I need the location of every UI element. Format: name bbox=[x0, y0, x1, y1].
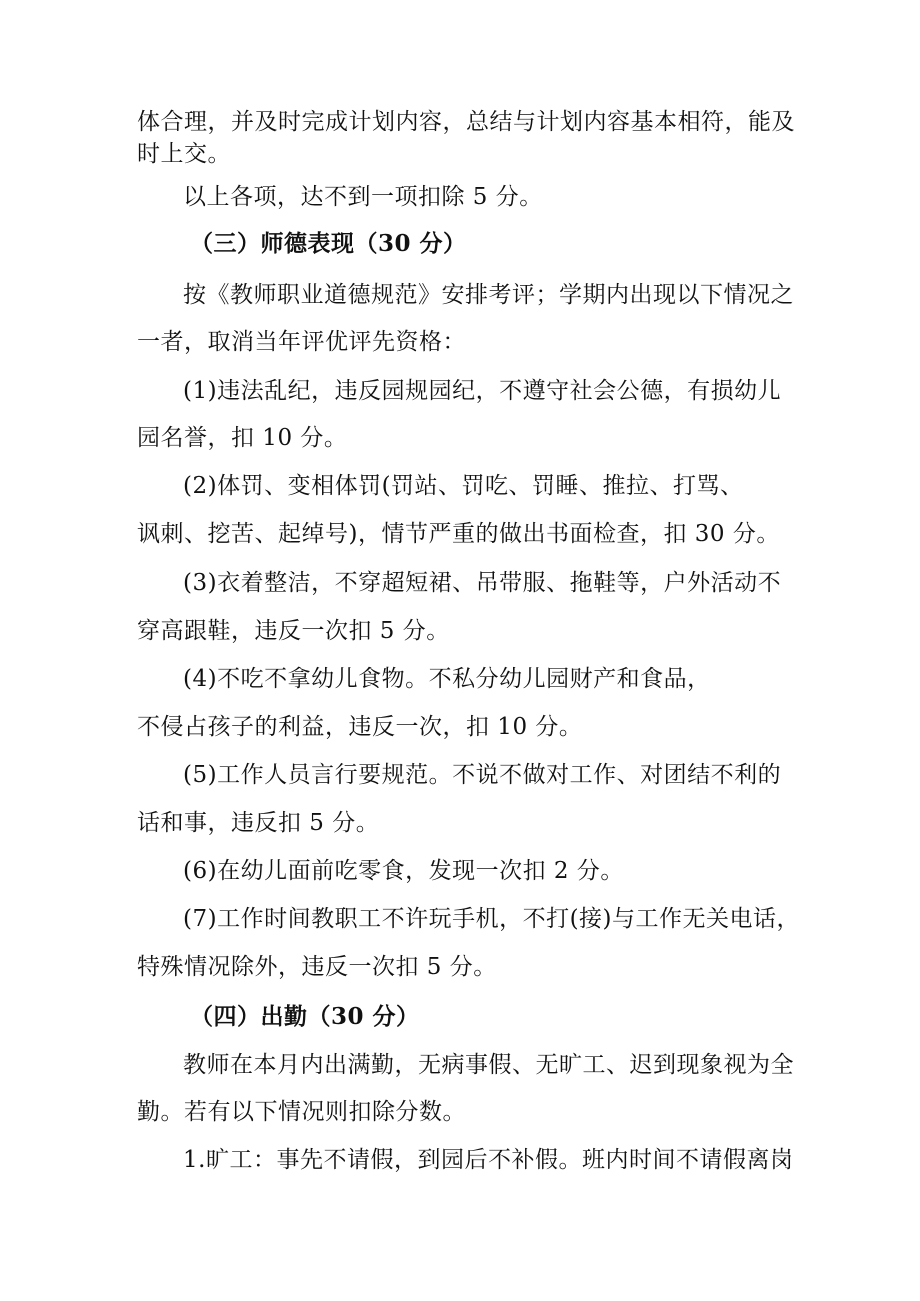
list-item-7-line-2: 特殊情况除外，违反一次扣 5 分。 bbox=[137, 954, 497, 980]
list-item-2-line-2: 讽刺、挖苦、起绰号)，情节严重的做出书面检查，扣 30 分。 bbox=[137, 521, 780, 547]
list-item-4-line-1: (4)不吃不拿幼儿食物。不私分幼儿园财产和食品， bbox=[183, 666, 711, 692]
list-item-1-line-1: (1)违法乱纪，违反园规园纪，不遵守社会公德，有损幼儿 bbox=[183, 378, 782, 404]
paragraph-line-2: 时上交。 bbox=[137, 141, 231, 167]
paragraph-line-23: 1.旷工：事先不请假，到园后不补假。班内时间不请假离岗 bbox=[183, 1147, 794, 1173]
paragraph-line-22: 勤。若有以下情况则扣除分数。 bbox=[137, 1099, 466, 1125]
section-heading-4: （四）出勤（30 分） bbox=[190, 1003, 420, 1030]
paragraph-line-6: 一者，取消当年评优评先资格： bbox=[137, 329, 466, 355]
section-heading-3: （三）师德表现（30 分） bbox=[190, 230, 467, 257]
list-item-6-line-1: (6)在幼儿面前吃零食，发现一次扣 2 分。 bbox=[183, 858, 624, 884]
paragraph-line-21: 教师在本月内出满勤，无病事假、无旷工、迟到现象视为全 bbox=[183, 1052, 794, 1078]
paragraph-line-3: 以上各项，达不到一项扣除 5 分。 bbox=[183, 184, 543, 210]
list-item-5-line-1: (5)工作人员言行要规范。不说不做对工作、对团结不利的 bbox=[183, 762, 782, 788]
paragraph-line-1: 体合理，并及时完成计划内容，总结与计划内容基本相符，能及 bbox=[137, 109, 795, 135]
list-item-3-line-1: (3)衣着整洁，不穿超短裙、吊带服、拖鞋等，户外活动不 bbox=[183, 570, 782, 596]
list-item-4-line-2: 不侵占孩子的利益，违反一次，扣 10 分。 bbox=[137, 714, 583, 740]
list-item-5-line-2: 话和事，违反扣 5 分。 bbox=[137, 810, 380, 836]
paragraph-line-5: 按《教师职业道德规范》安排考评；学期内出现以下情况之 bbox=[183, 282, 794, 308]
list-item-7-line-1: (7)工作时间教职工不许玩手机，不打(接)与工作无关电话， bbox=[183, 906, 801, 932]
list-item-3-line-2: 穿高跟鞋，违反一次扣 5 分。 bbox=[137, 618, 450, 644]
list-item-2-line-1: (2)体罚、变相体罚(罚站、罚吃、罚睡、推拉、打骂、 bbox=[183, 473, 744, 499]
list-item-1-line-2: 园名誉，扣 10 分。 bbox=[137, 425, 348, 451]
